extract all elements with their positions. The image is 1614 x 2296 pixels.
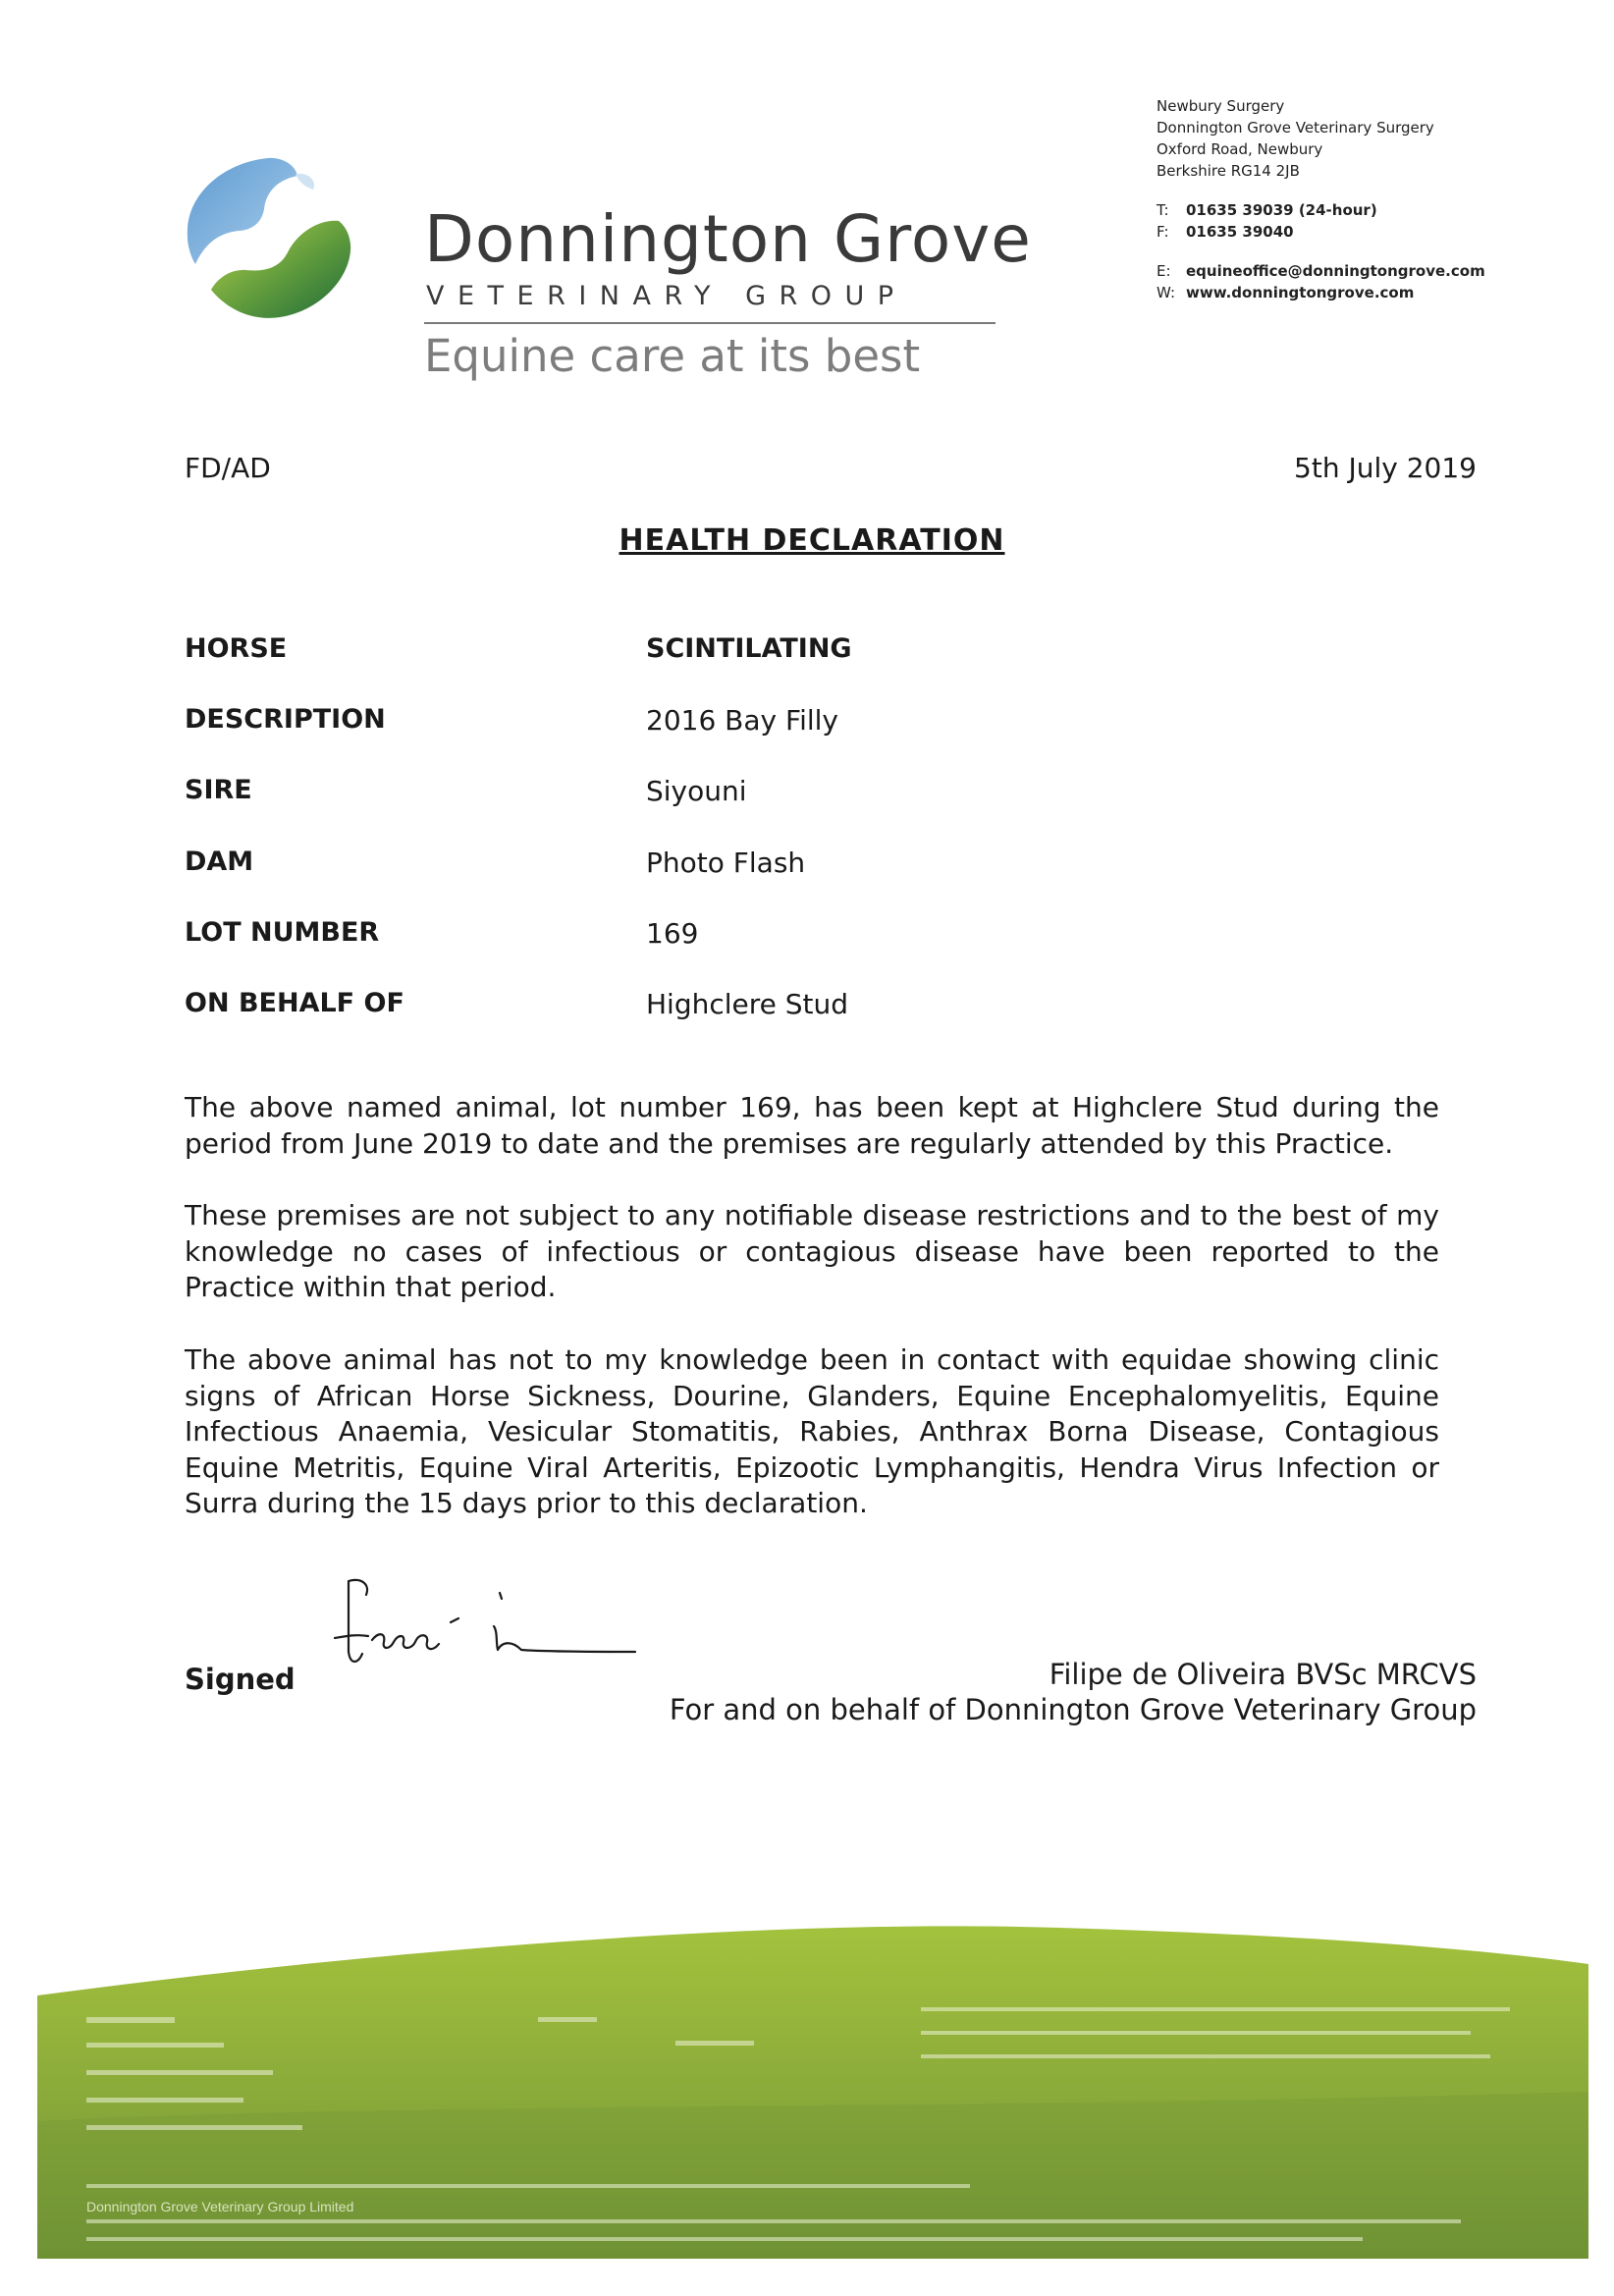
document-title-text: HEALTH DECLARATION (619, 523, 1005, 558)
body-paragraph: The above animal has not to my knowledge been in contact with equidae showing clinic signs of African Horse Sickness, Dourine, Glanders, Equine Encephalomyelitis, Equine Infectious Anaemia, Vesicular Stomatitis, Rabies, Anthrax Borna Disease, Contagious Equine Metritis, Equine Viral Arteritis, Epizootic Lymphangitis, Hendra Virus Infection or Surra during the 15 days prior to this declaration. (185, 1343, 1439, 1519)
body-paragraph: These premises are not subject to any notifiable disease restrictions and to the best of my knowledge no cases of infectious or contagious disease have been reported to the Practice within that period. (185, 1199, 1439, 1303)
footer-company-name: Donnington Grove Veterinary Group Limited (86, 2199, 354, 2214)
detail-value: Siyouni (646, 775, 747, 807)
email-address: equineoffice@donningtongrove.com (1186, 262, 1485, 280)
fax-label: F: (1157, 223, 1169, 241)
detail-value: Highclere Stud (646, 988, 849, 1020)
address-line: Donnington Grove Veterinary Surgery (1157, 119, 1434, 137)
detail-label: ON BEHALF OF (185, 988, 404, 1018)
address-block (1157, 95, 1434, 182)
letter-date: 5th July 2019 (1294, 452, 1477, 484)
detail-label: HORSE (185, 633, 288, 664)
detail-row-sire (185, 775, 1461, 814)
detail-value: SCINTILATING (646, 633, 852, 664)
fax-number: 01635 39040 (1186, 223, 1294, 241)
website-line (1157, 282, 1485, 303)
detail-label: SIRE (185, 775, 252, 805)
address-line: Newbury Surgery (1157, 97, 1285, 115)
contact-phones (1157, 199, 1377, 243)
fax-line (1157, 221, 1377, 243)
address-line: Berkshire RG14 2JB (1157, 162, 1300, 180)
email-label: E: (1157, 262, 1171, 280)
detail-row-horse (185, 633, 1461, 673)
reference-code: FD/AD (185, 452, 271, 484)
detail-row-on-behalf-of (185, 988, 1461, 1027)
handwritten-signature (329, 1571, 643, 1679)
document-title (0, 523, 1614, 558)
company-logo-icon (182, 152, 358, 324)
brand-name: Donnington Grove (424, 201, 1032, 277)
phone-line (1157, 199, 1377, 221)
brand-tagline: Equine care at its best (424, 330, 921, 382)
detail-value: 2016 Bay Filly (646, 704, 838, 737)
signed-label: Signed (185, 1663, 296, 1696)
signer-organisation: For and on behalf of Donnington Grove Veterinary Group (669, 1693, 1477, 1726)
detail-label: DAM (185, 847, 254, 877)
web-label: W: (1157, 284, 1176, 301)
website-url: www.donningtongrove.com (1186, 284, 1415, 301)
detail-row-lot-number (185, 917, 1461, 957)
signer-name: Filipe de Oliveira BVSc MRCVS (1049, 1658, 1477, 1691)
phone-number: 01635 39039 (24-hour) (1186, 201, 1377, 219)
phone-label: T: (1157, 201, 1169, 219)
email-line (1157, 260, 1485, 282)
detail-row-dam (185, 847, 1461, 886)
detail-value: 169 (646, 917, 699, 950)
detail-label: LOT NUMBER (185, 917, 380, 948)
detail-row-description (185, 704, 1461, 743)
body-paragraph: The above named animal, lot number 169, has been kept at Highclere Stud during the period from June 2019 to date and the premises are regularly attended by this Practice. (185, 1091, 1439, 1160)
brand-subtitle: VETERINARY GROUP (426, 281, 907, 311)
footer-band (37, 1925, 1588, 2259)
detail-value: Photo Flash (646, 847, 806, 879)
detail-label: DESCRIPTION (185, 704, 386, 735)
address-line: Oxford Road, Newbury (1157, 140, 1323, 158)
brand-divider (424, 322, 995, 324)
contact-web (1157, 260, 1485, 303)
